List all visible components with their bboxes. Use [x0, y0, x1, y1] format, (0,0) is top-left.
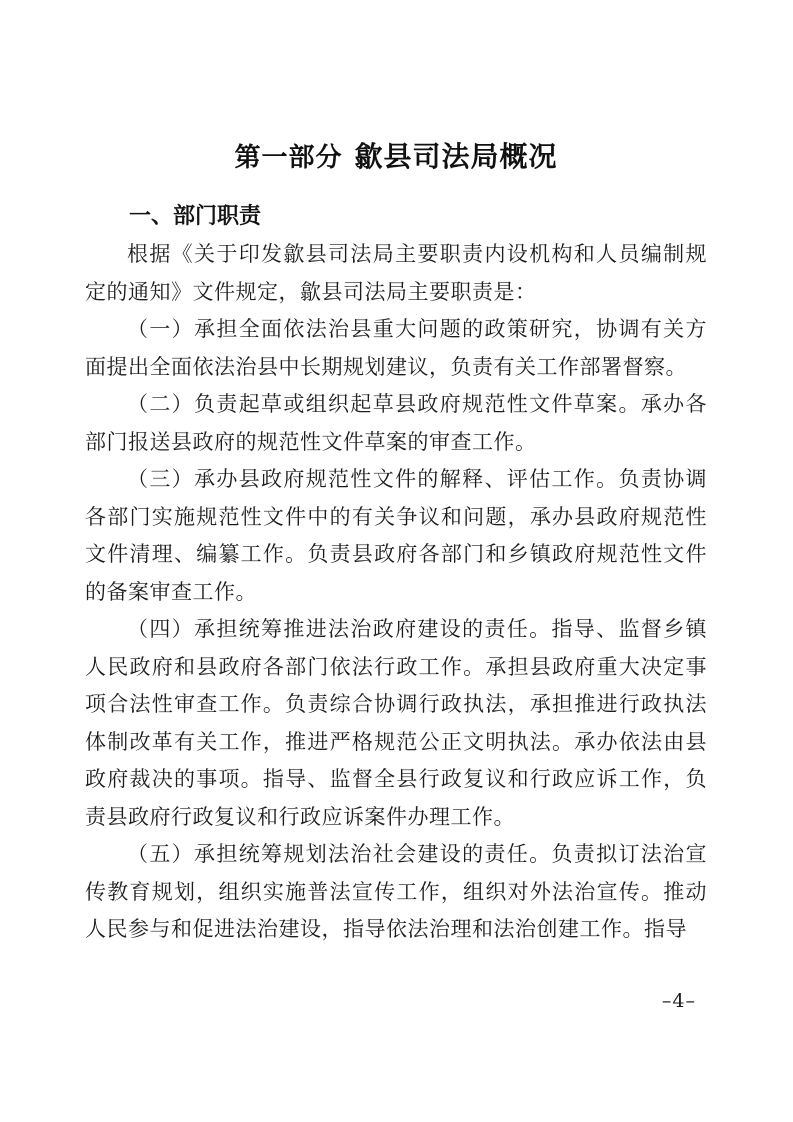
page-number: –4–: [661, 990, 696, 1012]
body-text: [85, 236, 707, 949]
paragraph-duty-1: （一）承担全面依法治县重大问题的政策研究，协调有关方面提出全面依法治县中长期规划建议，负责有关工作部署督察。: [85, 317, 707, 379]
document-title-main: 歙县司法局概况: [354, 140, 558, 173]
paragraph-duty-2: （二）负责起草或组织起草县政府规范性文件草案。承办各部门报送县政府的规范性文件草案的审查工作。: [85, 392, 707, 454]
document-title-part-label: 第一部分: [234, 143, 343, 173]
paragraph-duty-4: （四）承担统筹推进法治政府建设的责任。指导、监督乡镇人民政府和县政府各部门依法行政工作。承担县政府重大决定事项合法性审查工作。负责综合协调行政执法，承担推进行政执法体制改革有关工作，推进严格规范公正文明执法。承办依法由县政府裁决的事项。指导、监督全县行政复议和行政应诉工作，负责县政府行政复议和行政应诉案件办理工作。: [85, 617, 707, 829]
document-content: [85, 0, 707, 949]
document-title: [85, 140, 707, 179]
section-heading: 一、部门职责: [129, 204, 262, 229]
paragraph-duty-3: （三）承办县政府规范性文件的解释、评估工作。负责协调各部门实施规范性文件中的有关争议和问题，承办县政府规范性文件清理、编纂工作。负责县政府各部门和乡镇政府规范性文件的备案审查工作。: [85, 467, 707, 604]
paragraph-intro: 根据《关于印发歙县司法局主要职责内设机构和人员编制规定的通知》文件规定，歙县司法局主要职责是：: [85, 242, 707, 304]
paragraph-duty-5: （五）承担统筹规划法治社会建设的责任。负责拟订法治宣传教育规划，组织实施普法宣传工作，组织对外法治宣传。推动人民参与和促进法治建设，指导依法治理和法治创建工作。指导: [85, 842, 707, 941]
